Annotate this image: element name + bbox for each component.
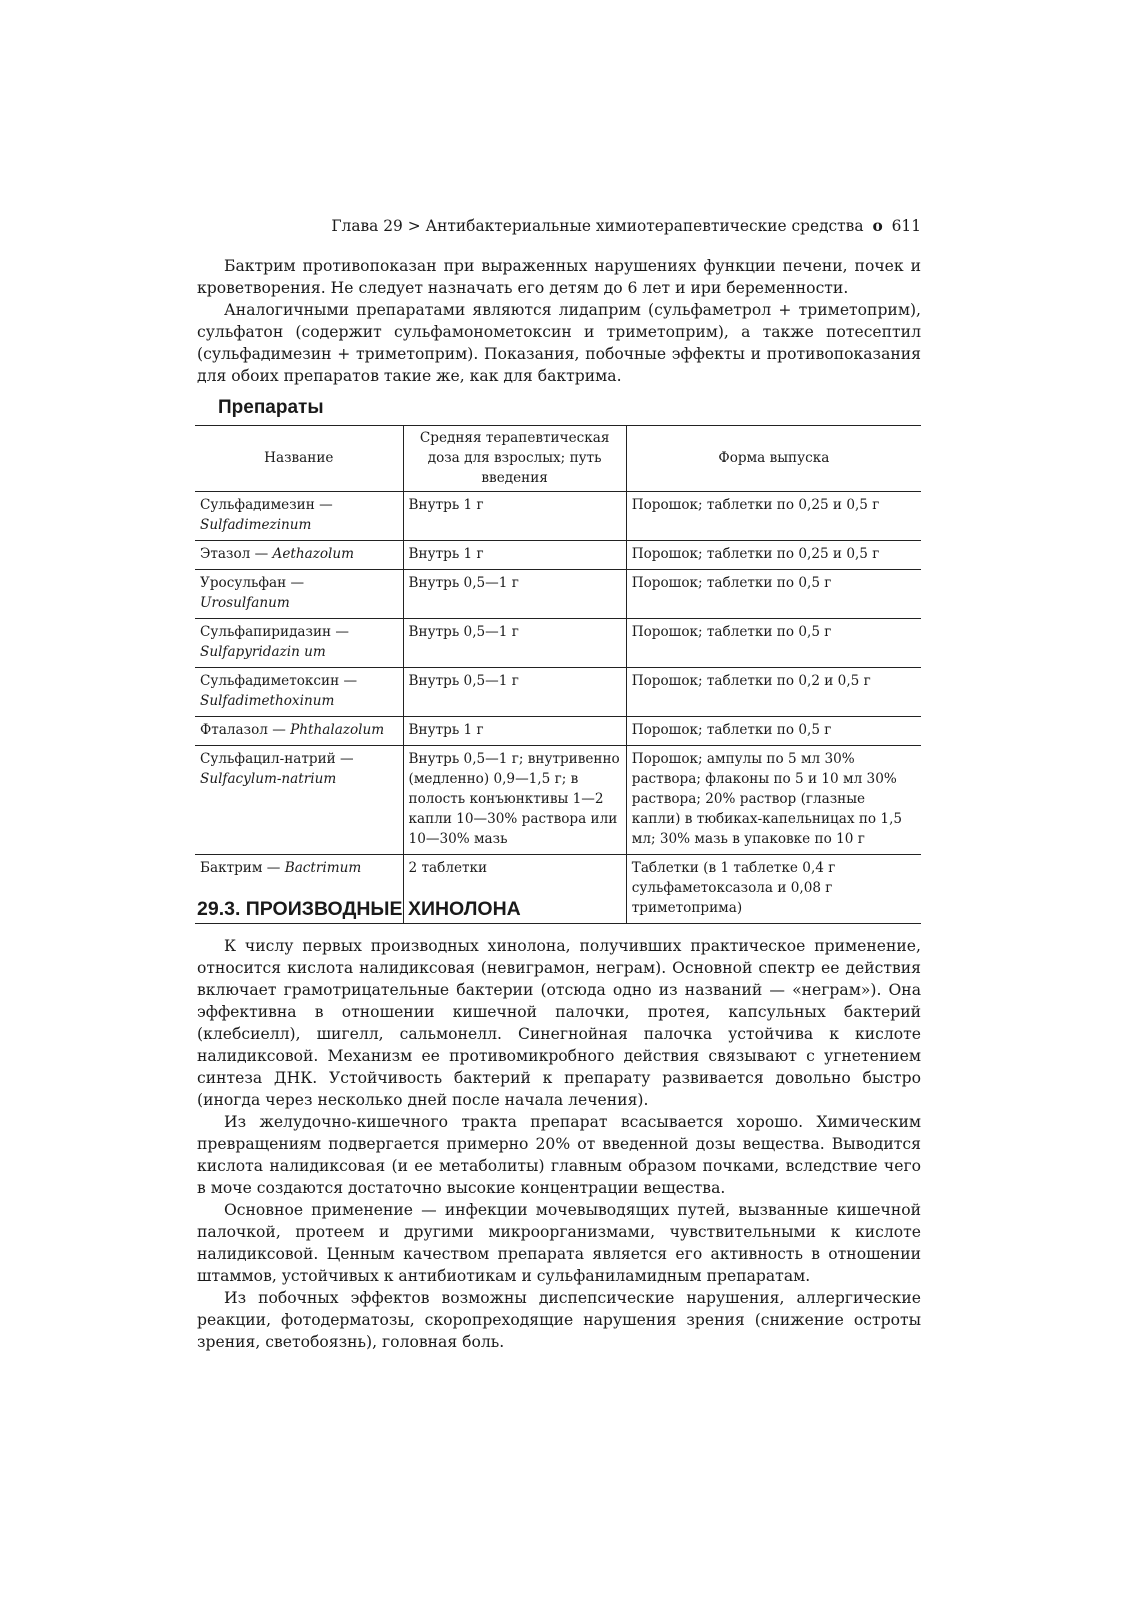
drug-name-cell xyxy=(195,717,403,746)
form-cell: Порошок; таблетки по 0,25 и 0,5 г xyxy=(626,541,921,570)
dose-cell: Внутрь 1 г xyxy=(403,541,626,570)
table-row xyxy=(195,619,921,668)
paragraph: Из желудочно-кишечного тракта препарат всасывается хорошо. Химическим превращениям подвергается примерно 20% от введенной дозы вещества. Выводится кислота налидиксовая (и ее метаболиты) главным образом почками, вследствие чего в моче создаются достаточно высокие концентрации вещества. xyxy=(197,1113,921,1197)
form-cell: Порошок; таблетки по 0,5 г xyxy=(626,717,921,746)
paragraph: Бактрим противопоказан при выраженных нарушениях функции печени, почек и кроветворения. Не следует назначать его детям до 6 лет и ири беременности. xyxy=(197,257,921,297)
form-cell: Порошок; таблетки по 0,25 и 0,5 г xyxy=(626,492,921,541)
drug-latin-name: Sulfapyridazin um xyxy=(200,644,326,660)
column-header-name: Название xyxy=(195,426,403,492)
dose-cell: Внутрь 0,5—1 г xyxy=(403,668,626,717)
table-header-row xyxy=(195,426,921,492)
drug-name-cell xyxy=(195,492,403,541)
column-header-form: Форма выпуска xyxy=(626,426,921,492)
drug-name: Сульфадимезин — xyxy=(200,497,333,513)
drug-name: Фталазол — xyxy=(200,722,286,738)
dose-cell: 2 таблетки xyxy=(403,855,626,924)
dose-cell: Внутрь 0,5—1 г; внутривенно (медленно) 0,9—1,5 г; в полость конъюнктивы 1—2 капли 10—30% раствора или 10—30% мазь xyxy=(403,746,626,855)
drug-name-cell xyxy=(195,668,403,717)
form-cell: Порошок; таблетки по 0,2 и 0,5 г xyxy=(626,668,921,717)
form-cell: Порошок; ампулы по 5 мл 30% раствора; флаконы по 5 и 10 мл 30% раствора; 20% раствор (глазные капли) в тюбиках-капельницах по 1,5 мл; 30% мазь в упаковке по 10 г xyxy=(626,746,921,855)
form-cell: Таблетки (в 1 таблетке 0,4 г сульфаметоксазола и 0,08 г триметоприма) xyxy=(626,855,921,924)
drug-latin-name: Phthalazolum xyxy=(290,722,385,738)
drug-latin-name: Urosulfanum xyxy=(200,595,290,611)
dose-cell: Внутрь 0,5—1 г xyxy=(403,570,626,619)
chapter-title: Глава 29 > Антибактериальные химиотерапевтические средства xyxy=(331,217,864,235)
table-row xyxy=(195,570,921,619)
dose-cell: Внутрь 0,5—1 г xyxy=(403,619,626,668)
table-row xyxy=(195,492,921,541)
drug-latin-name: Sulfacylum-natrium xyxy=(200,771,337,787)
page-number: 611 xyxy=(891,217,921,235)
dose-cell: Внутрь 1 г xyxy=(403,492,626,541)
header-separator: о xyxy=(872,217,883,235)
drug-name: Сульфадиметоксин — xyxy=(200,673,358,689)
drug-name: Сульфапиридазин — xyxy=(200,624,349,640)
paragraph: Из побочных эффектов возможны диспепсические нарушения, аллергические реакции, фотодерматозы, скоропреходящие нарушения зрения (снижение остроты зрения, светобоязнь), головная боль. xyxy=(197,1289,921,1351)
drug-name-cell xyxy=(195,541,403,570)
column-header-dose: Средняя терапевтическая доза для взрослых; путь введения xyxy=(403,426,626,492)
drug-latin-name: Sulfadimethoxinum xyxy=(200,693,335,709)
table-row xyxy=(195,668,921,717)
drug-name: Уросульфан — xyxy=(200,575,305,591)
paragraph: Аналогичными препаратами являются лидаприм (сульфаметрол + триметоприм), сульфатон (содержит сульфамонометоксин и триметоприм), а также потесептил (сульфадимезин + триметоприм). Показания, побочные эффекты и противопоказания для обоих препаратов такие же, как для бактрима. xyxy=(197,301,921,385)
drug-latin-name: Aethazolum xyxy=(272,546,355,562)
paragraph: К числу первых производных хинолона, получивших практическое применение, относится кислота налидиксовая (невиграмон, неграм). Основной спектр ее действия включает грамотрицательные бактерии (отсюда одно из названий — «неграм»). Она эффективна в отношении кишечной палочки, протея, капсульных бактерий (клебсиелл), шигелл, сальмонелл. Синегнойная палочка устойчива к кислоте налидиксовой. Механизм ее противомикробного действия связывают с угнетением синтеза ДНК. Устойчивость бактерий к препарату развивается довольно быстро (иногда через несколько дней после начала лечения). xyxy=(197,937,921,1109)
form-cell: Порошок; таблетки по 0,5 г xyxy=(626,570,921,619)
paragraph: Основное применение — инфекции мочевыводящих путей, вызванные кишечной палочкой, протеем и другими микроорганизмами, чувствительными к кислоте налидиксовой. Ценным качеством препарата является его активность в отношении штаммов, устойчивых к антибиотикам и сульфаниламидным препаратам. xyxy=(197,1201,921,1285)
section-body xyxy=(197,935,921,1353)
drugs-table xyxy=(195,425,921,924)
drug-name: Этазол — xyxy=(200,546,269,562)
drugs-table-title: Препараты xyxy=(218,397,324,418)
table-row xyxy=(195,746,921,855)
drug-name-cell xyxy=(195,746,403,855)
dose-cell: Внутрь 1 г xyxy=(403,717,626,746)
intro-text xyxy=(197,255,921,387)
form-cell: Порошок; таблетки по 0,5 г xyxy=(626,619,921,668)
drug-latin-name: Sulfadimezinum xyxy=(200,517,312,533)
drug-name: Бактрим — xyxy=(200,860,281,876)
drug-latin-name: Bactrimum xyxy=(284,860,362,876)
table-row xyxy=(195,541,921,570)
section-heading: 29.3. ПРОИЗВОДНЫЕ ХИНОЛОНА xyxy=(197,898,521,920)
drug-name-cell xyxy=(195,570,403,619)
running-header xyxy=(195,216,921,236)
drug-name: Сульфацил-натрий — xyxy=(200,751,354,767)
drug-name-cell xyxy=(195,619,403,668)
table-row xyxy=(195,717,921,746)
